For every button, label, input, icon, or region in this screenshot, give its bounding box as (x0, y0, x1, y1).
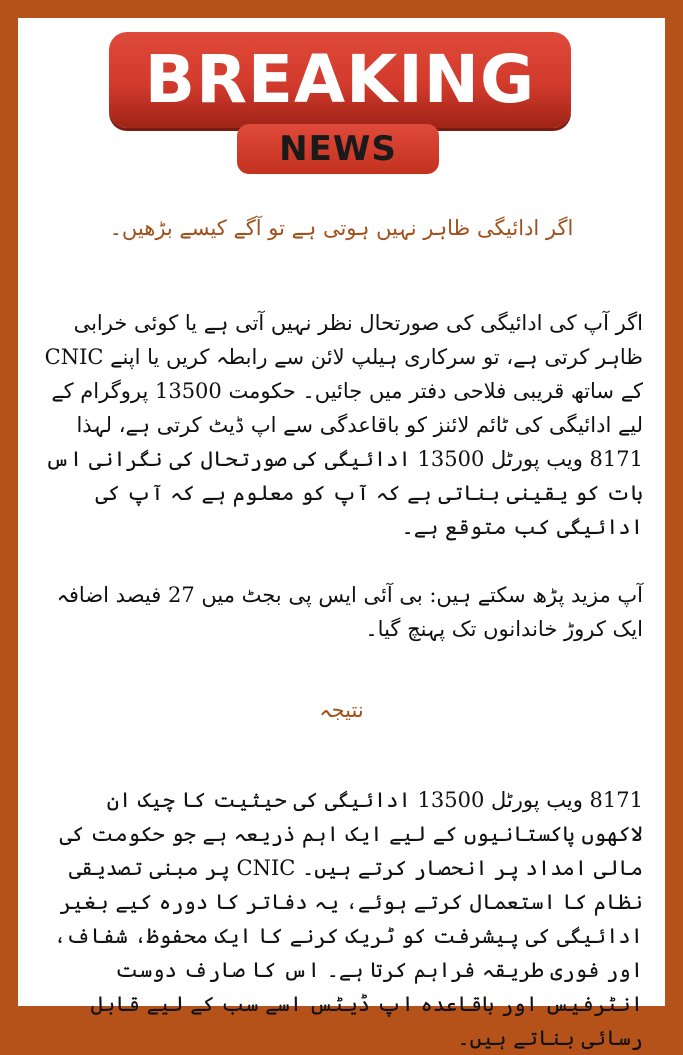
paragraph-payment-status: اگر آپ کی ادائیگی کی صورتحال نظر نہیں آتی ہے یا کوئی خرابی ظاہر کرتی ہے، تو سرکاری ہیلپ لائن سے رابطہ کریں یا اپنے CNIC کے ساتھ قریبی فلاحی دفتر میں جائیں۔ حکومت 13500 پروگرام کے لیے ادائیگی کی ٹائم لائنز کو باقاعدگی سے اپ ڈیٹ کرتی ہے، لہذا 8171 ویب پورٹل 13500 ادائیگی کی صورتحال کی نگرانی اس بات کو یقینی بناتی ہے کہ آپ کو معلوم ہے کہ آپ کی ادائیگی کب متوقع ہے۔ (44, 311, 643, 539)
news-badge (237, 124, 439, 174)
paragraph-read-more: آپ مزید پڑھ سکتے ہیں: بی آئی ایس پی بجٹ میں 27 فیصد اضافہ ایک کروڑ خاندانوں تک پہنچ گیا۔ (56, 583, 643, 641)
breaking-label: BREAKING (144, 41, 536, 118)
conclusion-heading: نتیجہ (319, 698, 364, 722)
section-heading: اگر ادائیگی ظاہر نہیں ہوتی ہے تو آگے کیسے بڑھیں۔ (109, 216, 574, 240)
breaking-banner (109, 32, 571, 128)
news-label: NEWS (279, 129, 397, 169)
article-card (18, 18, 665, 1050)
paragraph-conclusion: 8171 ویب پورٹل 13500 ادائیگی کی حیثیت کا چیک ان لاکھوں پاکستانیوں کے لیے ایک اہم ذریعہ ہے جو حکومت کی مالی امداد پر انحصار کرتے ہیں۔ CNIC پر مبنی تصدیقی نظام کا استعمال کرتے ہوئے، یہ دفاتر کا دورہ کیے بغیر ادائیگی کی پیشرفت کو ٹریک کرنے کا ایک محفوظ، شفاف، اور فوری طریقہ فراہم کرتا ہے۔ اس کا صارف دوست انٹرفیس اور باقاعدہ اپ ڈیٹس اسے سب کے لیے قابل رسائی بناتے ہیں۔ (53, 788, 643, 1050)
